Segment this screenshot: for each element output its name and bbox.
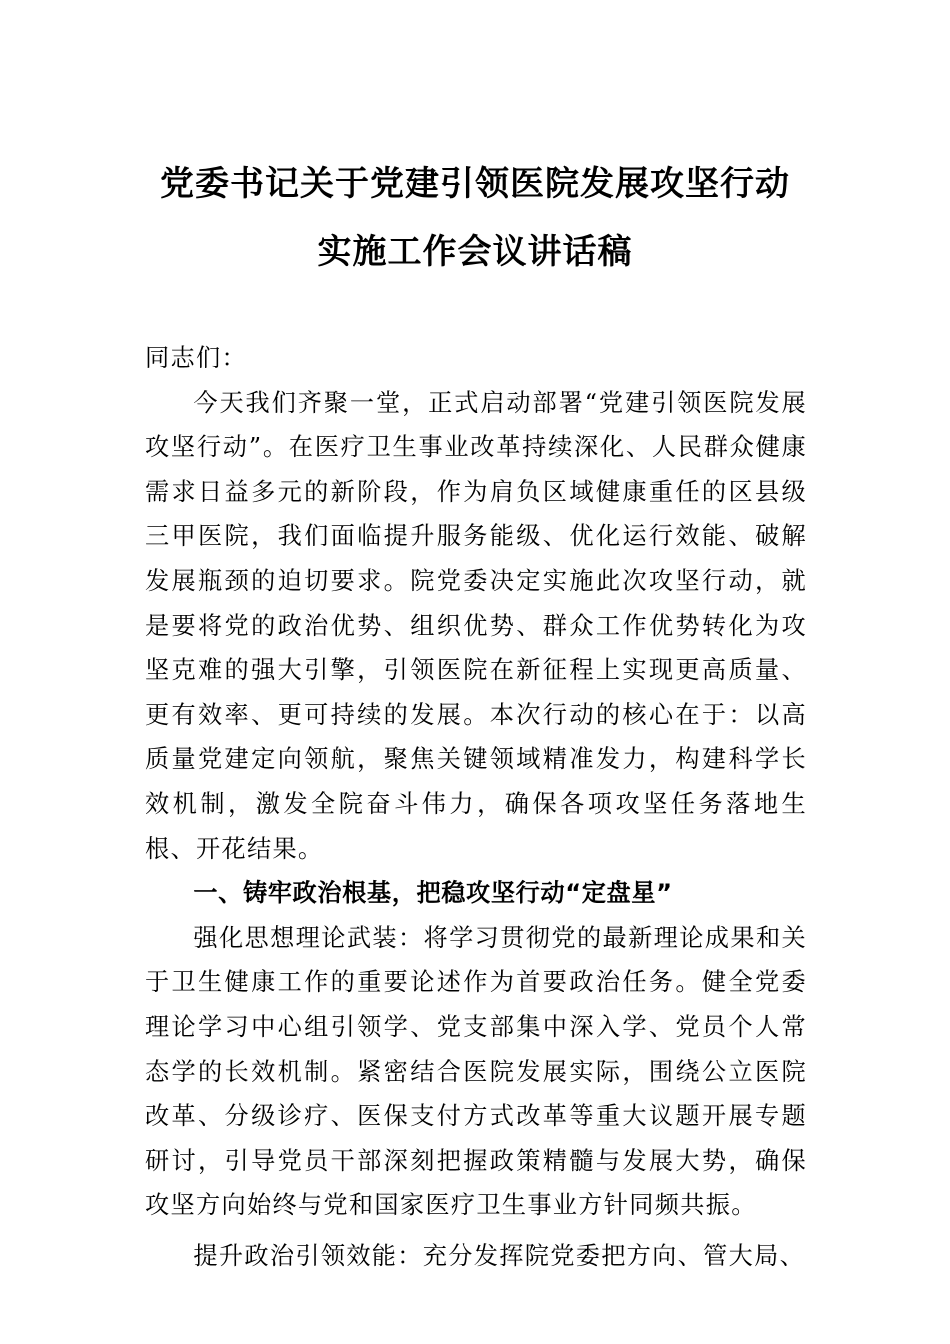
section-1-paragraph-1: 强化思想理论武装：将学习贯彻党的最新理论成果和关于卫生健康工作的重要论述作为首要政治任务。健全党委理论学习中心组引领学、党支部集中深入学、党员个人常态学的长效机制。紧密结合医院发展实际，围绕公立医院改革、分级诊疗、医保支付方式改革等重大议题开展专题研讨，引导党员干部深刻把握政策精髓与发展大势，确保攻坚方向始终与党和国家医疗卫生事业方针同频共振。 — [145, 923, 807, 1220]
intro-paragraph: 今天我们齐聚一堂，正式启动部署“党建引领医院发展攻坚行动”。在医疗卫生事业改革持续深化、人民群众健康需求日益多元的新阶段，作为肩负区域健康重任的区县级三甲医院，我们面临提升服务能级、优化运行效能、破解发展瓶颈的迫切要求。院党委决定实施此次攻坚行动，就是要将党的政治优势、组织优势、群众工作优势转化为攻坚克难的强大引擎，引领医院在新征程上实现更高质量、更有效率、更可持续的发展。本次行动的核心在于：以高质量党建定向领航，聚焦关键领域精准发力，构建科学长效机制，激发全院奋斗伟力，确保各项攻坚任务落地生根、开花结果。 — [145, 388, 807, 863]
document-body — [145, 336, 807, 1278]
salutation: 同志们： — [145, 344, 247, 372]
document-title-line-1: 党委书记关于党建引领医院发展攻坚行动 — [160, 164, 790, 204]
section-1-heading: 一、铸牢政治根基，把稳攻坚行动“定盘星” — [193, 879, 673, 908]
document-title-line-2: 实施工作会议讲话稿 — [317, 232, 633, 272]
section-1-paragraph-2: 提升政治引领效能：充分发挥院党委把方向、管大局、 — [193, 1241, 806, 1270]
